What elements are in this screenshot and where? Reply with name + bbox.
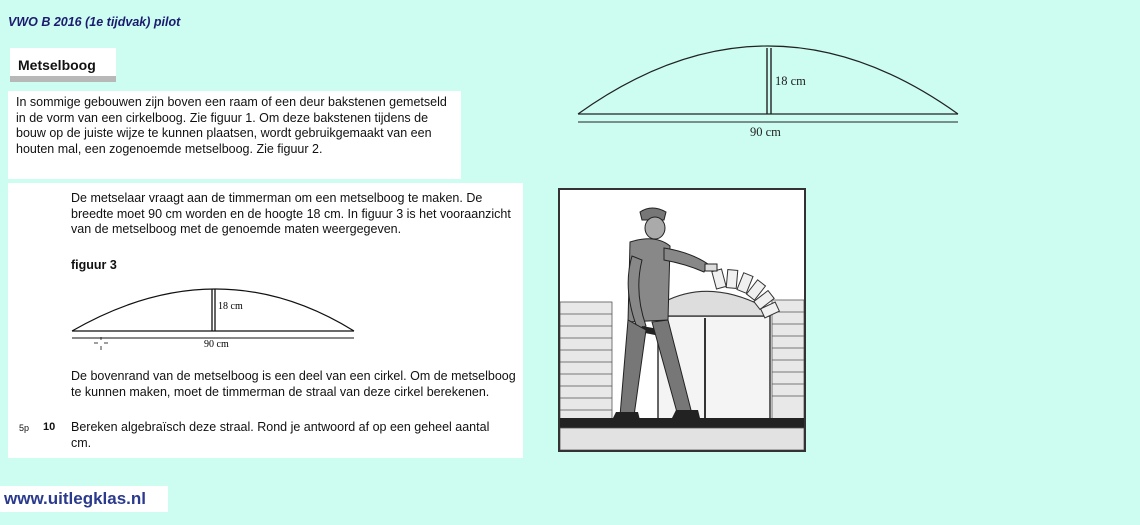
figure-3-label: figuur 3 bbox=[71, 258, 117, 272]
large-width-label: 90 cm bbox=[750, 125, 781, 139]
brand-link[interactable]: www.uitlegklas.nl bbox=[4, 489, 147, 508]
fig3-arc bbox=[72, 289, 354, 331]
scaffold-plank bbox=[560, 418, 804, 428]
bricklayer-photo bbox=[558, 188, 806, 452]
section-title-box bbox=[10, 48, 116, 82]
section-title: Metselboog bbox=[18, 57, 96, 73]
figure-3-diagram bbox=[66, 275, 366, 355]
large-arch-diagram bbox=[572, 40, 972, 145]
left-brick-wall bbox=[560, 302, 612, 426]
fig3-height-label: 18 cm bbox=[218, 301, 243, 312]
question-paragraph-1: De metselaar vraagt aan de timmerman om een metselboog te maken. De breedte moet 90 cm worden en de hoogte 18 cm. In figuur 3 is het vooraanzicht van de metselboog met de genoemde maten weergegeven. bbox=[71, 191, 511, 236]
brand-box bbox=[0, 486, 168, 512]
bricklayer-arch-icon bbox=[560, 190, 804, 450]
intro-text: In sommige gebouwen zijn boven een raam of een deur bakstenen gemetseld in de vorm van een cirkelboog. Zie figuur 1. Om deze bakstenen tijdens de bouw op de juiste wijze te kunnen plaatsen, wordt gebruikgemaakt van een houten mal, een zogenoemde metselboog. Zie figuur 2. bbox=[16, 95, 447, 156]
question-points: 5p bbox=[19, 423, 30, 433]
intro-box bbox=[8, 91, 461, 179]
question-box bbox=[8, 183, 523, 458]
scaffold-frame bbox=[560, 428, 804, 450]
large-arc bbox=[578, 46, 958, 114]
right-brick-wall bbox=[772, 300, 804, 426]
large-height-label: 18 cm bbox=[775, 74, 806, 88]
header-title: VWO B 2016 (1e tijdvak) pilot bbox=[8, 15, 181, 29]
question-paragraph-3: Bereken algebraïsch deze straal. Rond je antwoord af op een geheel aantal cm. bbox=[71, 420, 490, 450]
section-title-underline bbox=[10, 76, 116, 82]
fig3-width-label: 90 cm bbox=[204, 339, 229, 350]
question-paragraph-2: De bovenrand van de metselboog is een deel van een cirkel. Om de metselboog te kunnen maken, moet de timmerman de straal van deze cirkel berekenen. bbox=[71, 369, 516, 399]
question-number: 10 bbox=[43, 421, 56, 433]
